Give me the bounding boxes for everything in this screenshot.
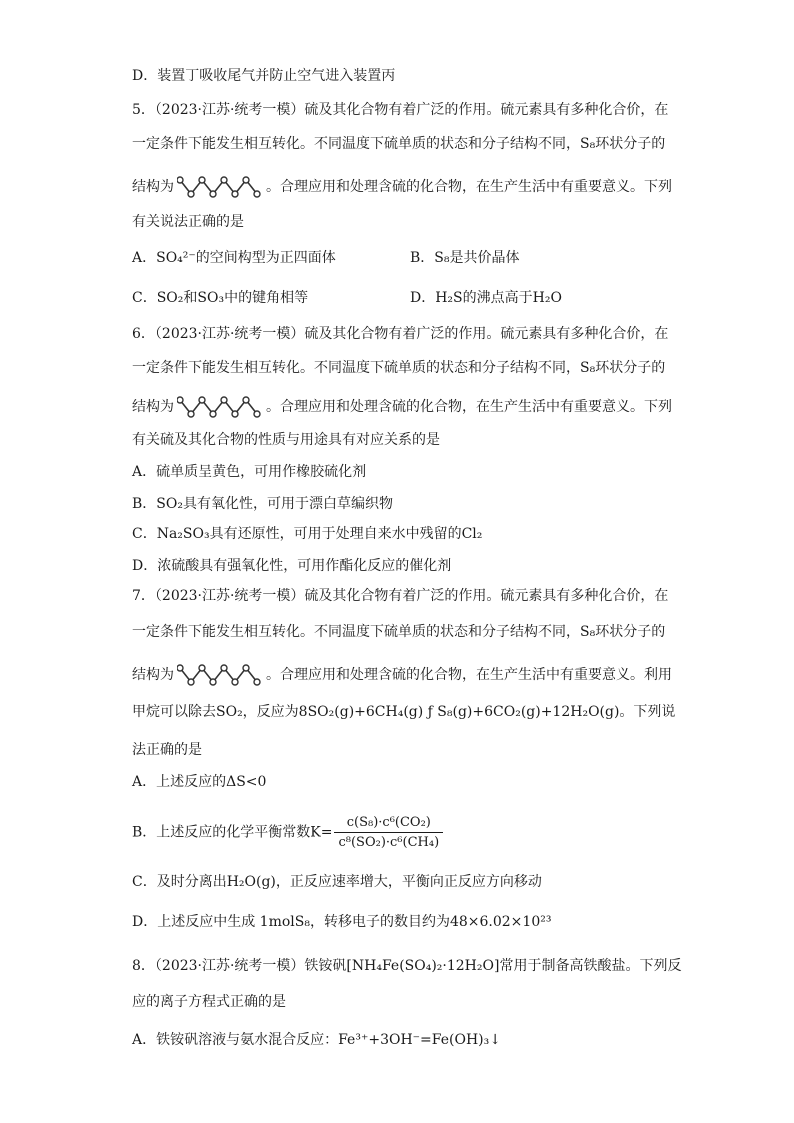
s8-ring-molecule-icon: [177, 394, 263, 420]
q6-option-c[interactable]: C．Na₂SO₃具有还原性，可用于处理自来水中残留的Cl₂: [132, 526, 483, 542]
q7-option-b[interactable]: [132, 814, 662, 851]
q7-option-c[interactable]: C．及时分离出H₂O(g)，正反应速率增大，平衡向正反应方向移动: [132, 874, 542, 890]
q5-stem-line-3: [132, 174, 672, 200]
q7-stem-line-5: 法正确的是: [132, 742, 202, 758]
q5-option-d[interactable]: D．H₂S的沸点高于H₂O: [410, 290, 562, 306]
q7-structure-label: 结构为: [132, 667, 174, 683]
q5-options-row-2: [132, 288, 662, 308]
fraction-denominator: c⁸(SO₂)·c⁶(CH₄): [338, 835, 440, 850]
q7-option-d[interactable]: D．上述反应中生成 1molS₈，转移电子的数目约为48×6.02×10²³: [132, 914, 552, 930]
q5-option-c[interactable]: C．SO₂和SO₃中的键角相等: [132, 290, 309, 306]
q5-stem-line-4: 有关说法正确的是: [132, 214, 244, 230]
q7-stem-line-3-rest: 。合理应用和处理含硫的化合物，在生产生活中有重要意义。利用: [266, 667, 672, 683]
q6-stem-line-3: [132, 394, 672, 420]
q6-option-b[interactable]: B．SO₂具有氧化性，可用于漂白草编织物: [132, 496, 393, 512]
q6-stem-line-2: 一定条件下能发生相互转化。不同温度下硫单质的状态和分子结构不同，S₈环状分子的: [132, 360, 666, 376]
q4-option-d: D．装置丁吸收尾气并防止空气进入装置丙: [132, 68, 396, 84]
q5-stem-line-1: 5．（2023·江苏·统考一模）硫及其化合物有着广泛的作用。硫元素具有多种化合价，在: [132, 102, 669, 118]
q7-stem-line-1: 7．（2023·江苏·统考一模）硫及其化合物有着广泛的作用。硫元素具有多种化合价，在: [132, 588, 669, 604]
fraction-numerator: c(S₈)·c⁶(CO₂): [334, 814, 443, 833]
q6-option-a[interactable]: A．硫单质呈黄色，可用作橡胶硫化剂: [132, 464, 367, 480]
q7-option-b-lead: B．上述反应的化学平衡常数K=: [132, 824, 333, 841]
q6-stem-line-3-rest: 。合理应用和处理含硫的化合物，在生产生活中有重要意义。下列: [266, 399, 672, 415]
q5-structure-label: 结构为: [132, 179, 174, 195]
q7-stem-line-4: 甲烷可以除去SO₂，反应为8SO₂(g)+6CH₄(g) ƒ S₈(g)+6CO₂(g)+12H₂O(g)。下列说: [132, 704, 676, 720]
q5-stem-line-2: 一定条件下能发生相互转化。不同温度下硫单质的状态和分子结构不同，S₈环状分子的: [132, 136, 666, 152]
q8-option-a[interactable]: A．铁铵矾溶液与氨水混合反应：Fe³⁺+3OH⁻=Fe(OH)₃↓: [132, 1032, 501, 1048]
q5-option-b[interactable]: B．S₈是共价晶体: [410, 250, 520, 266]
q6-stem-line-4: 有关硫及其化合物的性质与用途具有对应关系的是: [132, 432, 440, 448]
q7-stem-line-2: 一定条件下能发生相互转化。不同温度下硫单质的状态和分子结构不同，S₈环状分子的: [132, 624, 666, 640]
q6-option-d[interactable]: D．浓硫酸具有强氧化性，可用作酯化反应的催化剂: [132, 558, 452, 574]
s8-ring-molecule-icon: [177, 662, 263, 688]
q5-options-row-1: [132, 248, 662, 268]
q7-stem-line-3: [132, 662, 672, 688]
q7-option-a[interactable]: A．上述反应的ΔS<0: [132, 774, 267, 790]
q8-stem-line-2: 应的离子方程式正确的是: [132, 994, 286, 1010]
q5-stem-line-3-rest: 。合理应用和处理含硫的化合物，在生产生活中有重要意义。下列: [266, 179, 672, 195]
equilibrium-constant-fraction: [334, 814, 443, 851]
q5-option-a[interactable]: A．SO₄²⁻的空间构型为正四面体: [132, 250, 336, 266]
q6-stem-line-1: 6．（2023·江苏·统考一模）硫及其化合物有着广泛的作用。硫元素具有多种化合价，在: [132, 326, 669, 342]
q6-structure-label: 结构为: [132, 399, 174, 415]
s8-ring-molecule-icon: [177, 174, 263, 200]
q8-stem-line-1: 8．（2023·江苏·统考一模）铁铵矾[NH₄Fe(SO₄)₂·12H₂O]常用于制备高铁酸盐。下列反: [132, 958, 682, 974]
